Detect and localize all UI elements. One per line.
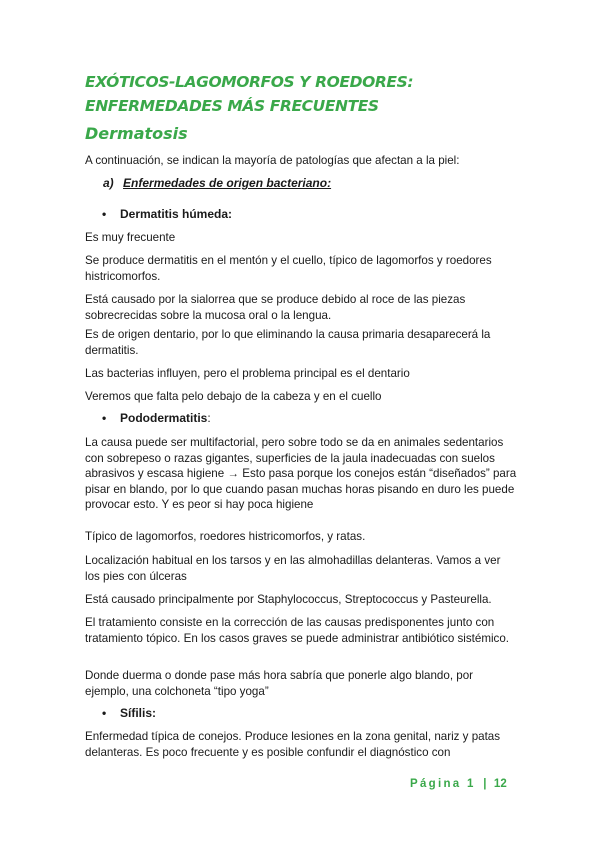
paragraph: El tratamiento consiste en la corrección de las causas predisponentes junto con tratamiento tópico. En los casos graves se puede administrar antibiótico sistémico. xyxy=(85,616,510,645)
paragraph: Se produce dermatitis en el mentón y el cuello, típico de lagomorfos y roedores histricomorfos. xyxy=(85,254,492,283)
page-footer xyxy=(410,778,507,790)
paragraph: Es muy frecuente xyxy=(85,231,176,244)
paragraph: Es de origen dentario, por lo que eliminando la causa primaria desaparecerá la dermatitis. xyxy=(85,328,491,357)
section-heading: Dermatosis xyxy=(85,124,188,143)
bullet-dermatitis xyxy=(102,207,232,221)
paragraph: Las bacterias influyen, pero el problema principal es el dentario xyxy=(85,367,410,380)
paragraph: Está causado principalmente por Staphylococcus, Streptococcus y Pasteurella. xyxy=(85,593,492,606)
page-separator: | xyxy=(483,778,487,790)
bullet-colon: : xyxy=(207,411,211,425)
bullet-sifilis xyxy=(102,706,156,720)
paragraph: Está causado por la sialorrea que se produce debido al roce de las piezas sobrecrecidas sobre la mucosa oral o la lengua. xyxy=(85,293,466,322)
page-number-label: Página 1 xyxy=(410,778,476,790)
paragraph: Localización habitual en los tarsos y en las almohadillas delanteras. Vamos a ver los pies con úlceras xyxy=(85,554,501,583)
intro-paragraph: A continuación, se indican la mayoría de patologías que afectan a la piel: xyxy=(85,154,460,167)
bullet-icon: • xyxy=(102,207,107,221)
subsection-marker: a) xyxy=(103,176,114,190)
paragraph: Donde duerma o donde pase más hora sabría que ponerle algo blando, por ejemplo, una colchoneta “tipo yoga” xyxy=(85,669,474,698)
subsection-heading xyxy=(103,176,331,190)
bullet-label: Dermatitis húmeda: xyxy=(120,207,233,221)
bullet-label: Sífilis: xyxy=(120,706,157,720)
document-title xyxy=(85,70,525,118)
title-line-2: ENFERMEDADES MÁS FRECUENTES xyxy=(85,97,379,115)
page-total: 12 xyxy=(493,778,507,790)
bullet-label: Pododermatitis xyxy=(120,411,208,425)
title-line-1: EXÓTICOS-LAGOMORFOS Y ROEDORES: xyxy=(85,73,414,91)
paragraph: Veremos que falta pelo debajo de la cabeza y en el cuello xyxy=(85,390,382,403)
paragraph: La causa puede ser multifactorial, pero sobre todo se da en animales sedentarios con sobrepeso o razas gigantes, superficies de la jaula inadecuadas con suelos abrasivos y escasa higiene → Esto pasa porque los conejos están “diseñados” para pisar en blando, por lo que cuando pasan muchas horas pisando en duro les puede provocar esto. Y es peor si hay poca higiene xyxy=(85,436,517,511)
subsection-label: Enfermedades de origen bacteriano: xyxy=(123,176,332,190)
paragraph: Típico de lagomorfos, roedores histricomorfos, y ratas. xyxy=(85,530,366,543)
paragraph: Enfermedad típica de conejos. Produce lesiones en la zona genital, nariz y patas delanteras. Es poco frecuente y es posible confundir el diagnóstico con xyxy=(85,730,501,759)
bullet-icon: • xyxy=(102,411,107,425)
bullet-icon: • xyxy=(102,706,107,720)
bullet-pododermatitis xyxy=(102,411,211,425)
